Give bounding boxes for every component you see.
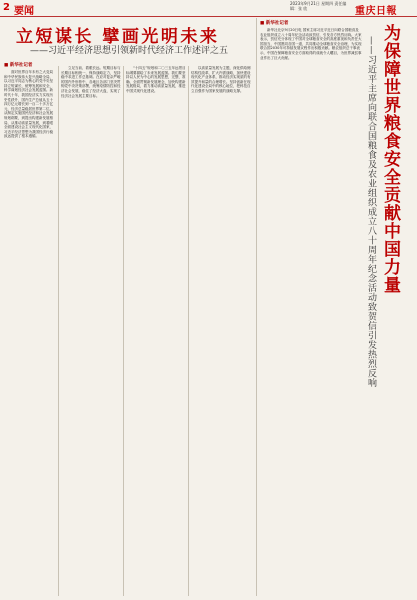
newspaper-logo: 重庆日報: [355, 6, 397, 17]
column-divider: [256, 18, 257, 596]
article-column-4: [191, 66, 251, 595]
page-number: 2: [3, 2, 10, 13]
column-5-text: 新华社北京9月20日电 国家主席习近平近日向联合国粮食及农业组织成立八十周年纪念活动致贺信，引发各方热烈反响。大家表示，贺信充分体现了中国对全球粮食安全的高度重视和负责任大国担当，中国愿同各国一道，共同推动全球粮食安全治理，为实现联合国2030年可持续发展议程作出积极贡献。粮农组织总干事表示，中国在保障粮食安全方面取得的成就令人瞩目，为世界减贫事业作出了巨大贡献。: [260, 28, 362, 60]
masthead: [0, 0, 417, 17]
dateline: 2023年9月21日 星期四 责任编辑：张 欣: [290, 1, 347, 11]
main-headline: 立短谋长 擘画光明未来: [16, 27, 220, 47]
right-subhead: ——习近平主席向联合国粮食及农业组织成立八十周年纪念活动致贺信引发热烈反响: [366, 36, 376, 388]
byline-right: ■ 新华社记者: [260, 21, 289, 26]
column-divider: [123, 66, 124, 596]
column-divider: [58, 66, 59, 596]
column-4-text: 以高质量发展为主题，深化供给侧结构性改革，扩大内需战略，加快建设现代化产业体系，推动经济实现质的有效提升和量的合理增长。坚持创新在现代化建设全局中的核心地位，把科技自立自强作为国家发展的战略支撑。: [191, 66, 251, 93]
column-1-text: 面对世界百年未有之大变局和中华民族伟大复兴战略全局，以习近平同志为核心的党中央坚持立短谋长，统筹发展和安全，科学谋划经济社会发展蓝图。新时代十年，我国经济实力实现历史性跃升，国内生产总值从五十四万亿元增长到一百二十多万亿元，经济总量稳居世界第二位。从制定实施国民经济和社会发展规划纲要，到提出构建新发展格局，从推动高质量发展，到着眼全面建设社会主义现代化国家，习近平经济思想为我国经济行稳致远提供了根本遵循。: [4, 70, 53, 139]
right-headline: 为保障世界粮食安全贡献中国力量: [380, 24, 400, 294]
column-2-text: 立足当前、着眼长远。短期目标与长期目标相统一，保持战略定力，坚持稳中求进工作总基调。在应对复杂严峻的国内外形势中，各地区各部门坚决贯彻党中央决策部署，统筹疫情防控和经济社会发展，稳住了经济大盘，实现了经济社会发展主要目标。: [61, 66, 121, 98]
column-divider: [188, 66, 189, 596]
article-column-5: [260, 28, 362, 595]
article-column-1: [4, 70, 56, 595]
column-3-text: “十四五”规划和二〇三五年远景目标纲要描绘了未来发展蓝图。我们要坚持以人民为中心的发展思想，完整、准确、全面贯彻新发展理念，加快构建新发展格局，着力推动高质量发展，推进中国式现代化建设。: [126, 66, 186, 93]
main-subhead: ——习近平经济思想引领新时代经济工作述评之五: [30, 46, 229, 56]
article-column-2: [61, 66, 121, 595]
section-title: 要闻: [14, 6, 34, 17]
article-column-3: [126, 66, 186, 595]
byline-main: ■ 新华社记者: [4, 63, 33, 68]
